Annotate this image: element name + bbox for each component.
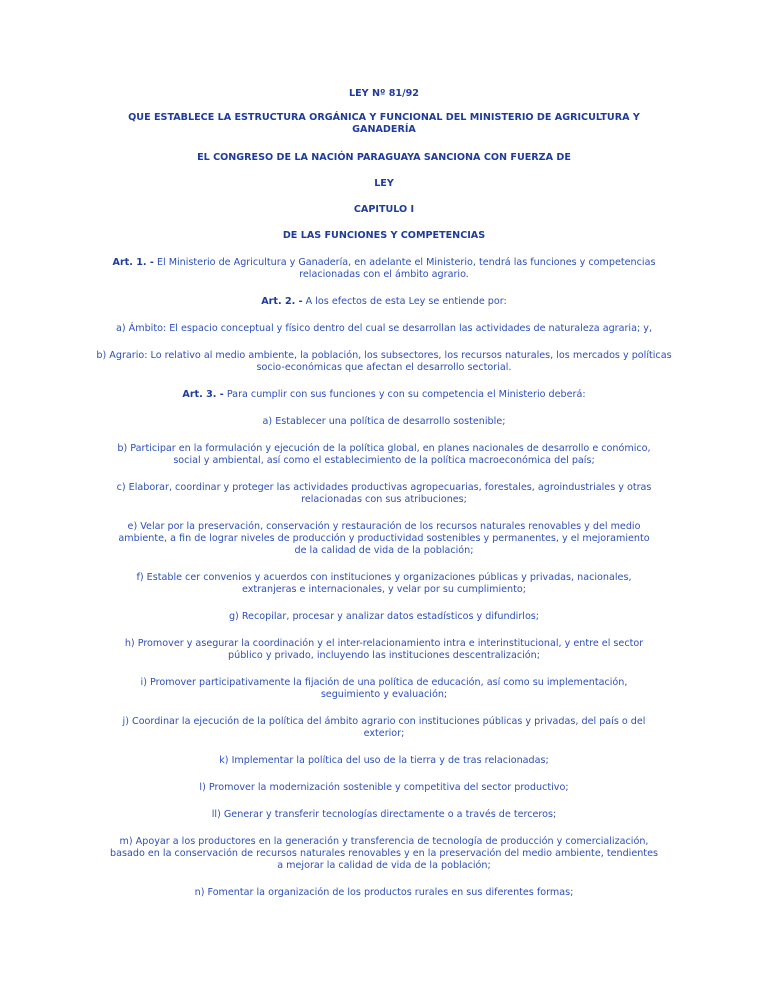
- article-label: Art. 1. -: [112, 257, 154, 268]
- article-2: [100, 296, 668, 308]
- article-1: [96, 257, 672, 281]
- article-label: Art. 3. -: [182, 389, 224, 400]
- article-3: [100, 389, 668, 401]
- function-item: k) Implementar la política del uso de la tierra y de tras relacionadas;: [219, 755, 549, 766]
- enactment-formula: EL CONGRESO DE LA NACIÓN PARAGUAYA SANCIONA CON FUERZA DE: [197, 152, 571, 163]
- article-text: Para cumplir con sus funciones y con su competencia el Ministerio deberá:: [223, 389, 586, 400]
- function-item: c) Elaborar, coordinar y proteger las actividades productivas agropecuarias, forestales, agroindustriales y otras relacionadas con sus atribuciones;: [116, 482, 652, 505]
- function-item: m) Apoyar a los productores en la generación y transferencia de tecnología de producción y comercialización, basado en la conservación de recursos naturales renovables y en la preservación del medio ambiente, tendientes a mejorar la calidad de vida de la población;: [110, 836, 658, 871]
- chapter-title: DE LAS FUNCIONES Y COMPETENCIAS: [282, 230, 486, 241]
- article-label: Art. 2. -: [261, 296, 303, 307]
- function-item: l) Promover la modernización sostenible y competitiva del sector productivo;: [199, 782, 569, 793]
- function-item: e) Velar por la preservación, conservación y restauración de los recursos naturales renovables y del medio ambiente, a fin de lograr niveles de producción y productividad sostenibles y permanentes, y el mejoramiento de la calidad de vida de la población;: [118, 521, 650, 556]
- article-text: A los efectos de esta Ley se entiende por:: [302, 296, 507, 307]
- function-item: h) Promover y asegurar la coordinación y el inter-relacionamiento intra e interinstitucional, y entre el sector público y privado, incluyendo las instituciones descentralización;: [124, 638, 644, 661]
- function-item: j) Coordinar la ejecución de la política del ámbito agrario con instituciones públicas y privadas, del país o del exterior;: [122, 716, 646, 739]
- law-word: LEY: [374, 178, 394, 189]
- chapter-heading: CAPITULO I: [353, 204, 415, 215]
- definition-item: b) Agrario: Lo relativo al medio ambiente, la población, los subsectores, los recursos naturales, los mercados y políticas socio-económicas que afectan el desarrollo sectorial.: [96, 350, 672, 373]
- function-item: ll) Generar y transferir tecnologías directamente o a través de terceros;: [211, 809, 557, 820]
- article-text: El Ministerio de Agricultura y Ganadería, en adelante el Ministerio, tendrá las funciones y competencias relacionadas con el ámbito agrario.: [153, 257, 656, 280]
- function-item: g) Recopilar, procesar y analizar datos estadísticos y difundirlos;: [228, 611, 540, 622]
- function-item: n) Fomentar la organización de los productos rurales en sus diferentes formas;: [194, 887, 574, 898]
- function-item: i) Promover participativamente la fijación de una política de educación, así como su implementación, seguimiento y evaluación;: [140, 677, 628, 700]
- definition-item: a) Ámbito: El espacio conceptual y físico dentro del cual se desarrollan las actividades de naturaleza agraria; y,: [115, 323, 652, 334]
- law-title: LEY Nº 81/92: [349, 88, 419, 99]
- function-item: f) Estable cer convenios y acuerdos con instituciones y organizaciones públicas y privadas, nacionales, extranjeras e internacionales, y velar por su cumplimiento;: [136, 572, 632, 595]
- function-item: b) Participar en la formulación y ejecución de la política global, en planes nacionales de desarrollo e conómico, social y ambiental, así como el establecimiento de la política macroeconómica del país;: [117, 443, 651, 466]
- law-subtitle: QUE ESTABLECE LA ESTRUCTURA ORGÁNICA Y FUNCIONAL DEL MINISTERIO DE AGRICULTURA Y GANADERÍA: [128, 112, 640, 135]
- function-item: a) Establecer una política de desarrollo sostenible;: [262, 416, 506, 427]
